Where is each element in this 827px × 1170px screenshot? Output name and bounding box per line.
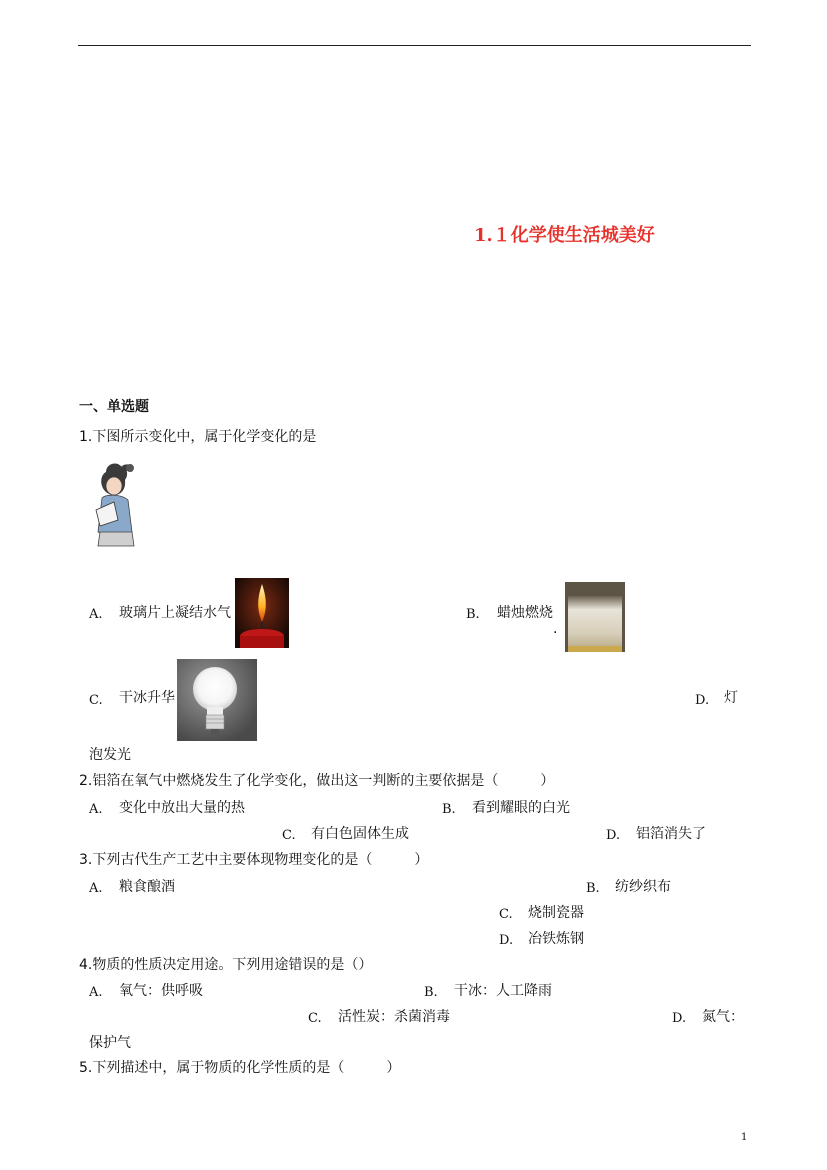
q4-option-b-text: 干冰：人工降雨	[454, 983, 552, 999]
q3-option-a-letter: A.	[89, 881, 103, 896]
q4-option-a-text: 氧气：供呼吸	[119, 983, 203, 999]
q3-option-b-letter: B.	[586, 881, 600, 896]
frosted-glass-photo	[565, 582, 625, 652]
q3-option-b-text: 纺纱织布	[615, 879, 671, 895]
q2-option-a-text: 变化中放出大量的热	[119, 800, 245, 816]
q3-option-d-text: 冶铁炼钢	[528, 931, 584, 947]
q1-option-d-text: 灯	[724, 690, 738, 706]
q4-option-c-text: 活性炭：杀菌消毒	[338, 1009, 450, 1025]
q1-option-c-text: 干冰升华	[119, 690, 175, 706]
q2-option-c-letter: C.	[282, 828, 296, 843]
girl-reading-illustration	[92, 462, 138, 548]
q4-option-d-letter: D.	[672, 1011, 687, 1026]
q2-option-c-text: 有白色固体生成	[311, 826, 409, 842]
q1-option-d-continuation: 泡发光	[89, 747, 131, 763]
q2-option-a-letter: A.	[89, 802, 103, 817]
question-4-stem: 4.物质的性质决定用途。下列用途错误的是（）	[79, 957, 373, 973]
q2-option-b-text: 看到耀眼的白光	[472, 800, 570, 816]
header-rule	[78, 45, 751, 46]
q1-option-b-text: 蜡烛燃烧	[497, 605, 553, 621]
candle-flame-photo	[235, 578, 289, 648]
q4-option-d-text: 氮气：	[702, 1009, 744, 1025]
question-1-stem: 1.下图所示变化中，属于化学变化的是	[79, 429, 317, 445]
q4-option-b-letter: B.	[424, 985, 438, 1000]
q1-option-a-letter: A.	[89, 607, 103, 622]
q4-option-d-continuation: 保护气	[89, 1035, 131, 1051]
section-heading: 一、单选题	[79, 399, 149, 415]
q1-option-b-letter: B.	[466, 607, 480, 622]
question-3-stem: 3.下列古代生产工艺中主要体现物理变化的是（ ）	[79, 852, 429, 868]
question-5-stem: 5.下列描述中，属于物质的化学性质的是（ ）	[79, 1060, 401, 1076]
q3-option-d-letter: D.	[499, 933, 514, 948]
question-2-stem: 2.铝箔在氧气中燃烧发生了化学变化，做出这一判断的主要依据是（ ）	[79, 773, 555, 789]
q2-option-b-letter: B.	[442, 802, 456, 817]
q1-option-a-text: 玻璃片上凝结水气	[119, 605, 231, 621]
q3-option-c-letter: C.	[499, 907, 513, 922]
page-title: 1.１化学使生活城美好	[474, 225, 655, 246]
light-bulb-photo	[177, 659, 257, 741]
q2-option-d-text: 铝箔消失了	[636, 826, 706, 842]
q2-option-d-letter: D.	[606, 828, 621, 843]
q1-option-b-suffix: .	[553, 621, 558, 637]
q3-option-c-text: 烧制瓷器	[528, 905, 584, 921]
q3-option-a-text: 粮食酿酒	[119, 879, 175, 895]
page-number: 1	[741, 1132, 748, 1143]
q1-option-d-letter: D.	[695, 693, 710, 708]
q4-option-a-letter: A.	[89, 985, 103, 1000]
q1-option-c-letter: C.	[89, 693, 103, 708]
q4-option-c-letter: C.	[308, 1011, 322, 1026]
